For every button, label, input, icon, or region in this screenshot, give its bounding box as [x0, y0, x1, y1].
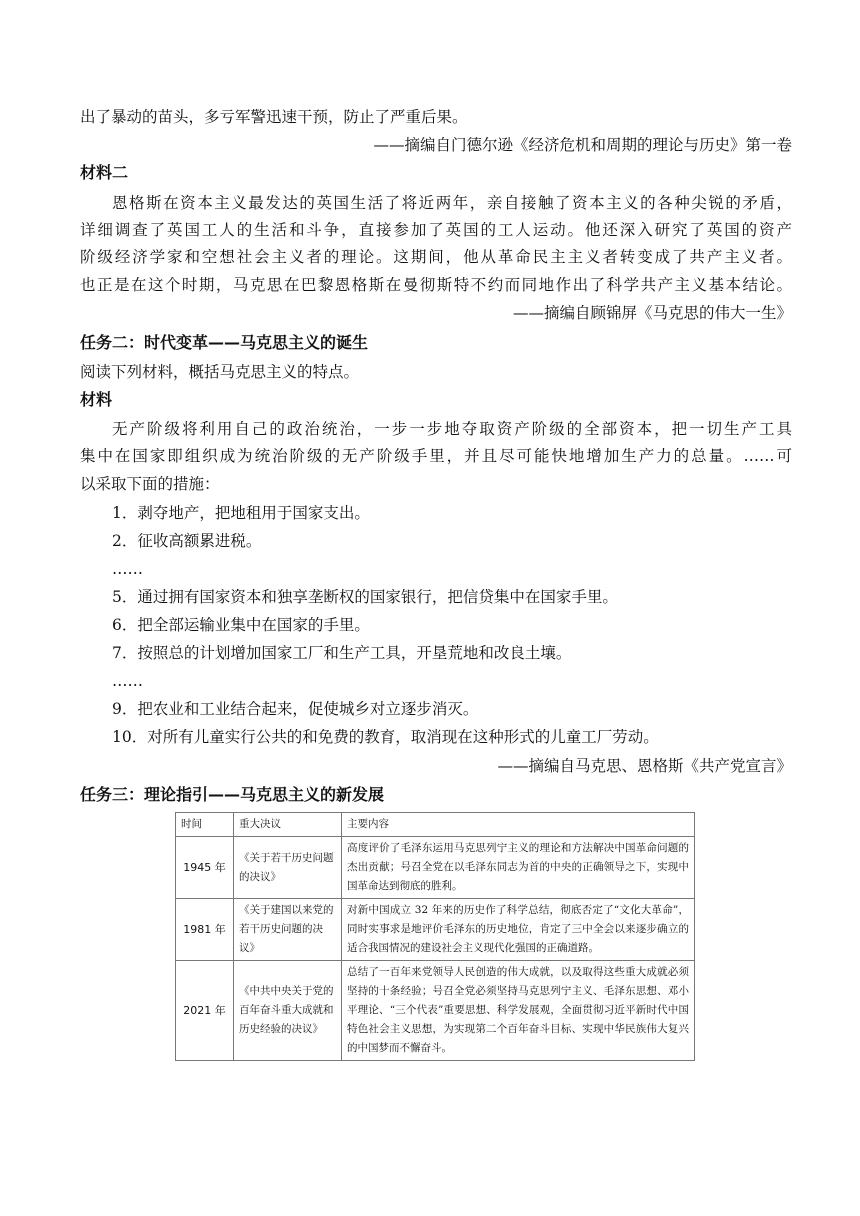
material2-line: 恩格斯在资本主义最发达的英国生活了将近两年，亲自接触了资本主义的各种尖锐的矛盾，	[112, 194, 792, 212]
row-resolution: 《中共中央关于党的百年奋斗重大成就和历史经验的决议》	[234, 961, 342, 1061]
task2-paragraph-line: 无产阶级将利用自己的政治统治，一步一步地夺取资产阶级的全部资本，把一切生产工具	[112, 420, 792, 438]
task2-material-heading: 材料	[80, 390, 113, 409]
header-resolution: 重大决议	[234, 813, 342, 837]
row-year: 2021 年	[176, 961, 234, 1061]
row-year: 1945 年	[176, 837, 234, 899]
task2-heading: 任务二：时代变革——马克思主义的诞生	[80, 333, 369, 352]
row-content: 高度评价了毛泽东运用马克思列宁主义的理论和方法解决中国革命问题的杰出贡献；号召全党在以毛泽东同志为首的中央的正确领导之下，实现中国革命达到彻底的胜利。	[342, 837, 695, 899]
task2-source: ——摘编自马克思、恩格斯《共产党宣言》	[497, 757, 792, 775]
row-content: 总结了一百年来党领导人民创造的伟大成就，以及取得这些重大成就必须坚持的十条经验；号召全党必须坚持马克思列宁主义、毛泽东思想、邓小平理论、“三个代表”重要思想、科学发展观，全面贯彻习近平新时代中国特色社会主义思想，为实现第二个百年奋斗目标、实现中华民族伟大复兴的中国梦而不懈奋斗。	[342, 961, 695, 1061]
measure-item: 1．剥夺地产，把地租用于国家支出。	[112, 504, 370, 522]
row-year: 1981 年	[176, 899, 234, 961]
table-row	[176, 899, 695, 961]
measure-item: 2．征收高额累进税。	[112, 532, 262, 550]
material2-source: ——摘编自顾锦屏《马克思的伟大一生》	[512, 304, 792, 322]
measure-ellipsis: ……	[112, 672, 143, 690]
table-row	[176, 837, 695, 899]
source-citation-1: ——摘编自门德尔逊《经济危机和周期的理论与历史》第一卷	[373, 136, 792, 154]
task2-paragraph-line: 集中在国家即组织成为统治阶级的无产阶级手里，并且尽可能快地增加生产力的总量。……可	[80, 447, 792, 465]
measure-ellipsis: ……	[112, 560, 143, 578]
measure-item: 5．通过拥有国家资本和独享垄断权的国家银行，把信贷集中在国家手里。	[112, 588, 618, 606]
measure-item: 6．把全部运输业集中在国家的手里。	[112, 616, 370, 634]
row-content: 对新中国成立 32 年来的历史作了科学总结，彻底否定了“文化大革命”，同时实事求是地评价毛泽东的历史地位，肯定了三中全会以来逐步确立的适合我国情况的建设社会主义现代化强国的正确道路。	[342, 899, 695, 961]
measure-item: 7．按照总的计划增加国家工厂和生产工具，开垦荒地和改良土壤。	[112, 644, 572, 662]
measure-item: 10．对所有儿童实行公共的和免费的教育，取消现在这种形式的儿童工厂劳动。	[112, 728, 659, 746]
material2-heading: 材料二	[80, 163, 129, 182]
material2-line: 也正是在这个时期，马克思在巴黎恩格斯在曼彻斯特不约而同地作出了科学共产主义基本结论。	[80, 276, 792, 294]
table-row	[176, 961, 695, 1061]
task3-heading: 任务三：理论指引——马克思主义的新发展	[80, 785, 385, 804]
table-header-row	[176, 813, 695, 837]
resolutions-table	[175, 812, 695, 1061]
material2-line: 阶级经济学家和空想社会主义者的理论。这期间，他从革命民主主义者转变成了共产主义者。	[80, 248, 792, 266]
measure-item: 9．把农业和工业结合起来，促使城乡对立逐步消灭。	[112, 700, 479, 718]
task2-instruction: 阅读下列材料，概括马克思主义的特点。	[80, 363, 360, 381]
row-resolution: 《关于若干历史问题的决议》	[234, 837, 342, 899]
row-resolution: 《关于建国以来党的若干历史问题的决议》	[234, 899, 342, 961]
header-content: 主要内容	[342, 813, 695, 837]
task2-paragraph-line: 以采取下面的措施：	[80, 475, 220, 493]
continuation-text: 出了暴动的苗头，多亏军警迅速干预，防止了严重后果。	[80, 108, 468, 126]
material2-line: 详细调查了英国工人的生活和斗争，直接参加了英国的工人运动。他还深入研究了英国的资产	[80, 221, 792, 239]
header-time: 时间	[176, 813, 234, 837]
